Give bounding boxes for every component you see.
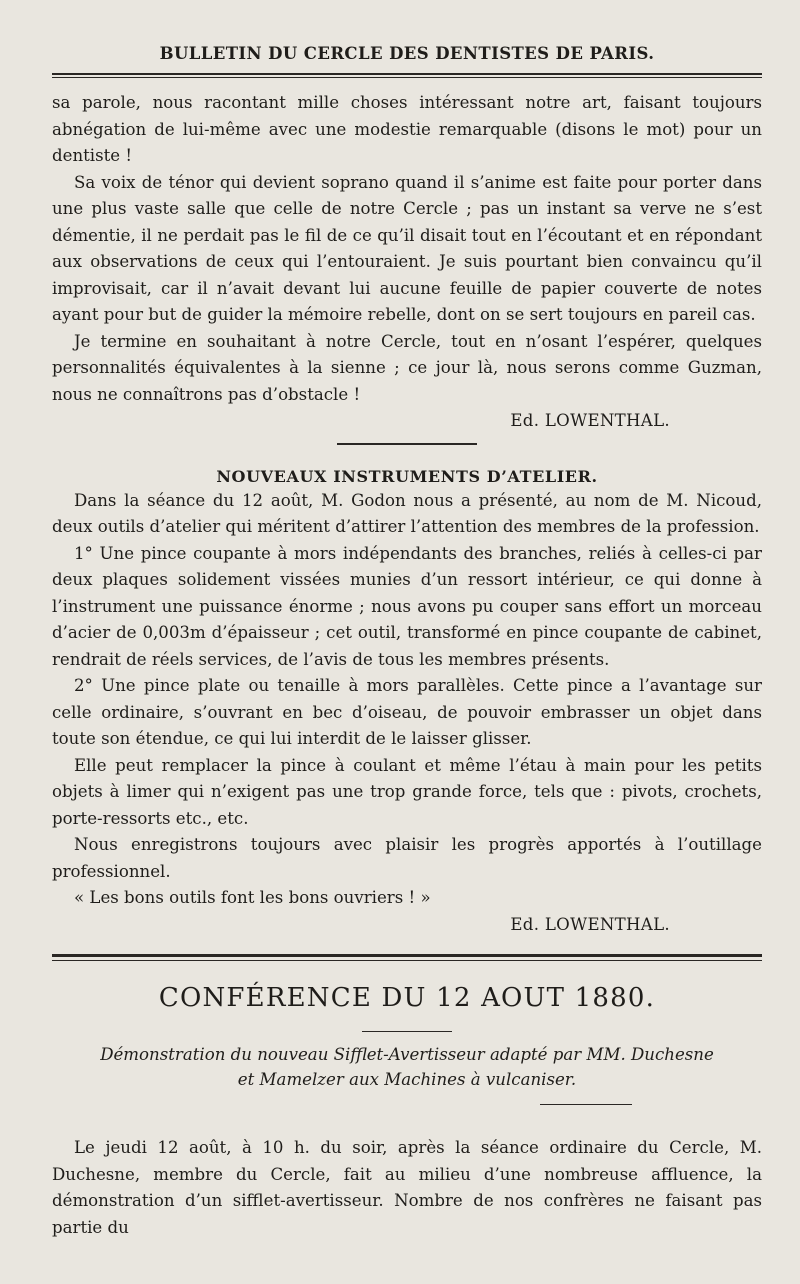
paragraph: 1° Une pince coupante à mors indépendants des branches, reliés à celles-ci par deux plaques solidement vissées munies d’un ressort intérieur, ce qui donne à l’instrument une puissance énorme ; nous avons pu couper sans effort un morceau d’acier de 0,003m d’épaisseur ; cet outil, transformé en pince coupante de cabinet, rendrait de réels services, de l’avis de tous les membres présents. xyxy=(52,543,762,669)
subtitle-rule xyxy=(540,1104,632,1105)
header-rule xyxy=(52,73,762,78)
quote: « Les bons outils font les bons ouvriers ! » xyxy=(74,888,431,907)
paragraph: Dans la séance du 12 août, M. Godon nous a présenté, au nom de M. Nicoud, deux outils d’atelier qui méritent d’attirer l’attention des membres de la profession. xyxy=(52,490,762,536)
paragraph: Elle peut remplacer la pince à coulant et même l’étau à main pour les petits objets à limer qui n’exigent pas une trop grande force, tels que : pivots, crochets, porte-ressorts etc., etc. xyxy=(52,755,762,828)
conference-title: CONFÉRENCE DU 12 AOUT 1880. xyxy=(158,983,656,1013)
section-letter xyxy=(52,90,762,435)
subtitle-line: Démonstration du nouveau Sifflet-Avertisseur adapté par MM. Duchesne xyxy=(100,1045,714,1064)
section-divider xyxy=(337,443,477,445)
section-rule xyxy=(52,954,762,961)
paragraph: Nous enregistrons toujours avec plaisir les progrès apportés à l’outillage professionnel. xyxy=(52,835,762,881)
section-conference xyxy=(52,1135,762,1241)
paragraph: Sa voix de ténor qui devient soprano quand il s’anime est faite pour porter dans une plus vaste salle que celle de notre Cercle ; pas un instant sa verve ne s’est démentie, il ne perdait pas le fil de ce qu’il disait tout en l’écoutant et en répondant aux observations de ceux qui l’entouraient. Je suis pourtant bien convaincu qu’il improvisait, car il n’avait devant lui aucune feuille de papier couverte de notes ayant pour but de guider la mémoire rebelle, dont on se sert toujours en pareil cas. xyxy=(52,172,762,324)
paragraph: Le jeudi 12 août, à 10 h. du soir, après la séance ordinaire du Cercle, M. Duchesne, membre du Cercle, fait au milieu d’une nombreuse affluence, la démonstration d’un sifflet-avertisseur. Nombre de nos confrères ne faisant pas partie du xyxy=(52,1138,762,1237)
section-title: NOUVEAUX INSTRUMENTS D’ATELIER. xyxy=(216,466,598,486)
signature: Ed. LOWENTHAL. xyxy=(510,914,670,934)
running-head: BULLETIN DU CERCLE DES DENTISTES DE PARIS. xyxy=(159,44,655,63)
paragraph: sa parole, nous racontant mille choses intéressant notre art, faisant toujours abnégation de lui-même avec une modestie remarquable (disons le mot) pour un dentiste ! xyxy=(52,93,762,165)
signature: Ed. LOWENTHAL. xyxy=(510,411,670,430)
subtitle-line: et Mamelzer aux Machines à vulcaniser. xyxy=(237,1070,577,1089)
conference-subtitle xyxy=(52,1042,762,1092)
paragraph: 2° Une pince plate ou tenaille à mors parallèles. Cette pince a l’avantage sur celle ordinaire, s’ouvrant en bec d’oiseau, de pouvoir embrasser un objet dans toute son étendue, ce qui lui interdit de le laisser glisser. xyxy=(52,676,762,748)
paragraph: Je termine en souhaitant à notre Cercle, tout en n’osant l’espérer, quelques personnalités équivalentes à la sienne ; ce jour là, nous serons comme Guzman, nous ne connaîtrons pas d’obstacle ! xyxy=(52,331,762,404)
title-rule xyxy=(362,1031,452,1032)
section-instruments xyxy=(52,488,762,939)
